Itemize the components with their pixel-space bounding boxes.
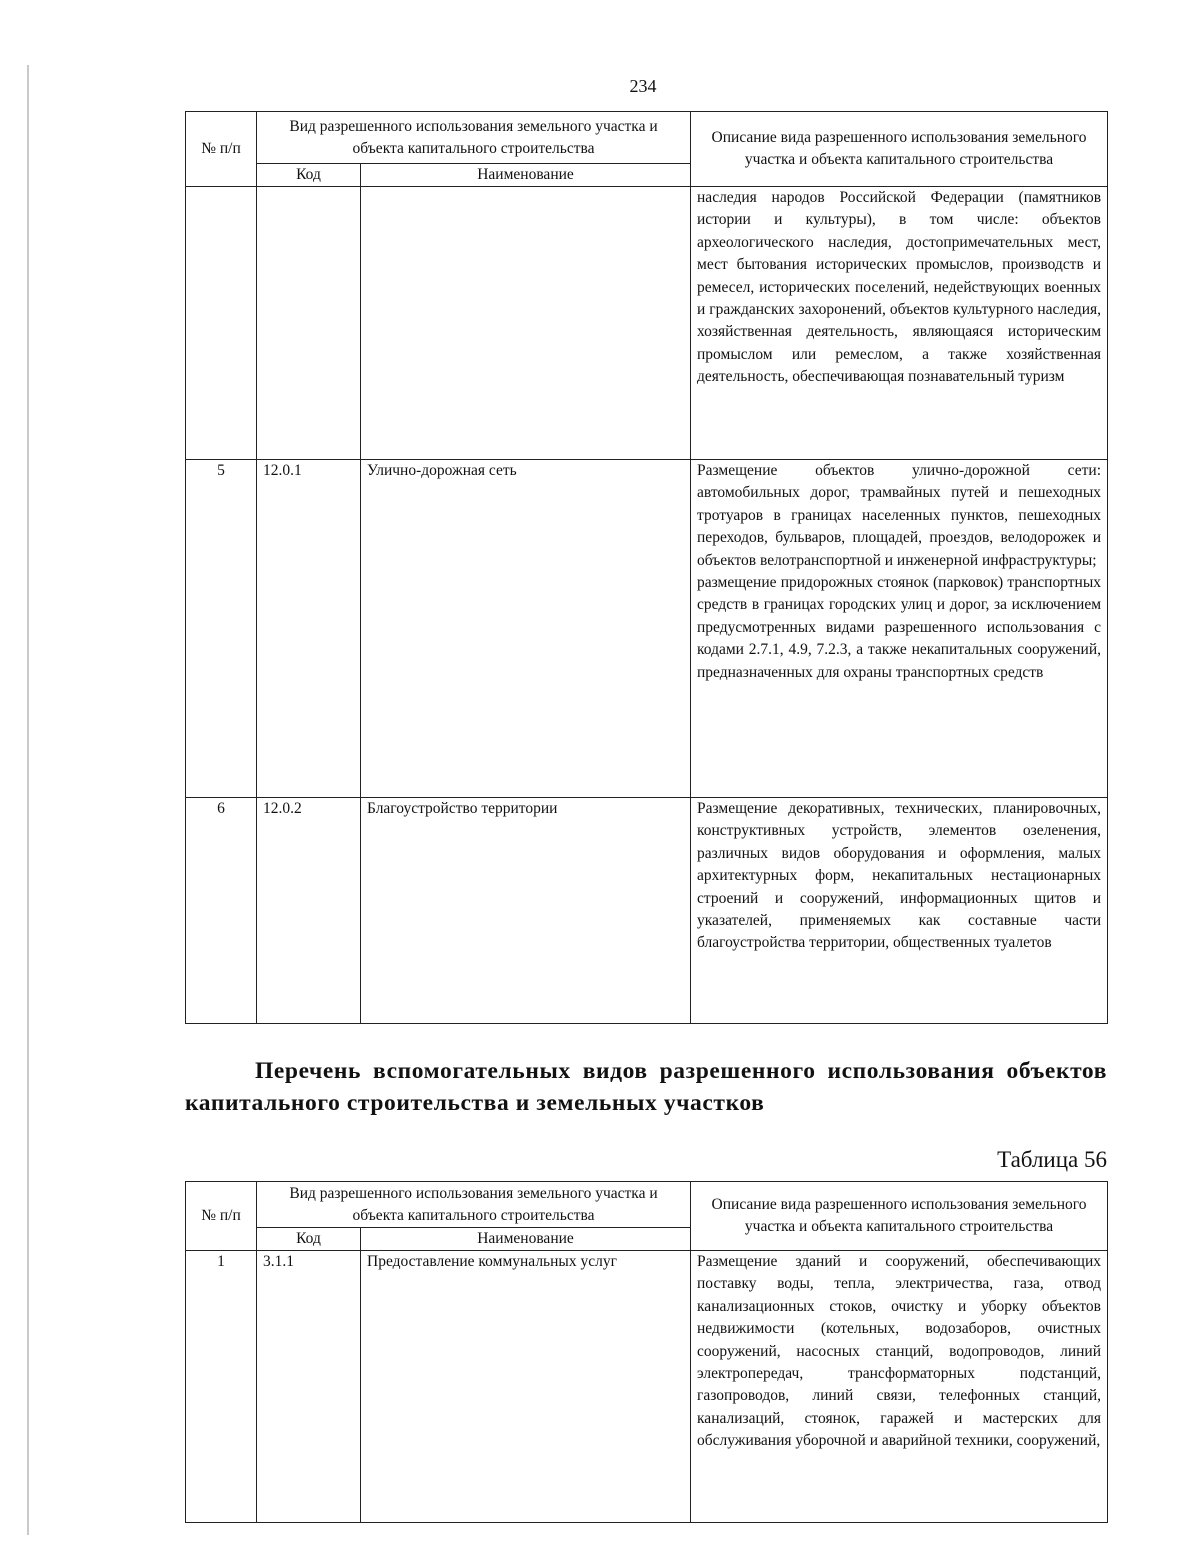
table-row (186, 1251, 1108, 1523)
header-description: Описание вида разрешенного использования земельного участка и объекта капитального строительства (691, 1182, 1108, 1251)
row-name-cell: Предоставление коммунальных услуг (361, 1251, 691, 1523)
header-kind: Вид разрешенного использования земельного участка и объекта капитального строительства (257, 1182, 691, 1228)
row-num-cell: 5 (186, 460, 257, 798)
row-description-cell (691, 798, 1108, 1024)
row-code-cell: 12.0.2 (257, 798, 361, 1024)
row-name-cell: Улично-дорожная сеть (361, 460, 691, 798)
table-row (186, 460, 1108, 798)
row-code-cell (257, 187, 361, 460)
row-code-cell: 3.1.1 (257, 1251, 361, 1523)
land-use-table-continued (185, 111, 1108, 1024)
header-num: № п/п (186, 112, 257, 187)
row-name-cell: Благоустройство территории (361, 798, 691, 1024)
row-code-cell: 12.0.1 (257, 460, 361, 798)
auxiliary-land-use-table (185, 1181, 1108, 1523)
section-title: Перечень вспомогательных видов разрешенного использования объектов капитального строительства и земельных участков (185, 1058, 1107, 1116)
row-description-cell (691, 460, 1108, 798)
header-name: Наименование (361, 1228, 691, 1251)
header-code: Код (257, 164, 361, 187)
description-paragraph: Размещение объектов улично-дорожной сети: автомобильных дорог, трамвайных путей и пешеходных тротуаров в границах населенных пунктов, пешеходных переходов, бульваров, площадей, проездов, велодорожек и объектов велотранспортной и инженерной инфраструктуры; (697, 462, 1102, 569)
header-num: № п/п (186, 1182, 257, 1251)
page-binding-edge (27, 65, 29, 1535)
row-num-cell (186, 187, 257, 460)
table-label: Таблица 56 (997, 1147, 1107, 1172)
description-paragraph: размещение придорожных стоянок (парковок) транспортных средств в границах городских улиц и дорог, за исключением предусмотренных видами разрешенного использования с кодами 2.7.1, 4.9, 7.2.3, а также некапитальных сооружений, предназначенных для охраны транспортных средств (697, 574, 1102, 681)
row-description-cell: Размещение зданий и сооружений, обеспечивающих поставку воды, тепла, электричества, газа, отвод канализационных стоков, очистку и уборку объектов недвижимости (котельных, водозаборов, очистных сооружений, насосных станций, водопроводов, линий электропередач, трансформаторных подстанций, газопроводов, линий связи, телефонных станций, канализаций, стоянок, гаражей и мастерских для обслуживания уборочной и аварийной техники, сооружений, (691, 1251, 1108, 1523)
header-description: Описание вида разрешенного использования земельного участка и объекта капитального строительства (691, 112, 1108, 187)
row-name-cell (361, 187, 691, 460)
page-number: 234 (629, 76, 657, 96)
description-paragraph: Размещение декоративных, технических, планировочных, конструктивных устройств, элементов озеленения, различных видов оборудования и оформления, малых архитектурных форм, некапитальных нестационарных строений и сооружений, информационных щитов и указателей, применяемых как составные части благоустройства территории, общественных туалетов (697, 800, 1102, 952)
header-name: Наименование (361, 164, 691, 187)
header-kind: Вид разрешенного использования земельного участка и объекта капитального строительства (257, 112, 691, 164)
row-num-cell: 1 (186, 1251, 257, 1523)
table-row (186, 187, 1108, 460)
row-description-cell: наследия народов Российской Федерации (памятников истории и культуры), в том числе: объектов археологического наследия, достопримечательных мест, мест бытования исторических промыслов, производств и ремесел, исторических поселений, недействующих военных и гражданских захоронений, объектов культурного наследия, хозяйственная деятельность, являющаяся историческим промыслом или ремеслом, а также хозяйственная деятельность, обеспечивающая познавательный туризм (691, 187, 1108, 460)
row-num-cell: 6 (186, 798, 257, 1024)
table-row (186, 798, 1108, 1024)
header-code: Код (257, 1228, 361, 1251)
